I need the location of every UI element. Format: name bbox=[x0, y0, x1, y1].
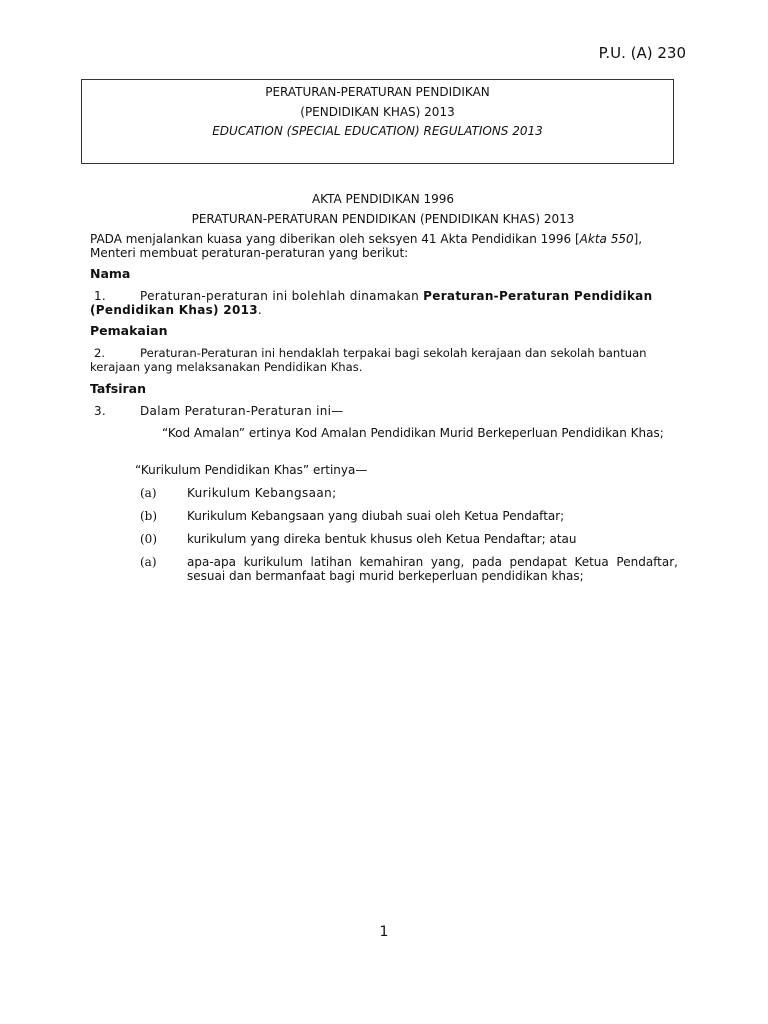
section-text: Peraturan-Peraturan ini hendaklah terpakai bagi sekolah kerajaan dan sekolah bantuan kerajaan yang melaksanakan Pendidikan Khas. bbox=[90, 346, 647, 374]
item-label: (b) bbox=[140, 509, 158, 523]
item-text: kurikulum yang direka bentuk khusus oleh Ketua Pendaftar; atau bbox=[187, 532, 577, 546]
section-heading-nama: Nama bbox=[90, 266, 131, 281]
item-text: Kurikulum Kebangsaan yang diubah suai oleh Ketua Pendaftar; bbox=[187, 509, 565, 523]
section-number: 1. bbox=[94, 289, 107, 303]
item-label: (a) bbox=[140, 555, 157, 569]
regulation-title: PERATURAN-PERATURAN PENDIDIKAN (PENDIDIKAN KHAS) 2013 bbox=[191, 212, 575, 226]
section-2 bbox=[90, 346, 676, 374]
page-number: 1 bbox=[379, 924, 389, 940]
preamble bbox=[90, 232, 676, 260]
section-text: Peraturan-peraturan ini bolehlah dinamakan bbox=[140, 289, 424, 303]
list-item bbox=[140, 533, 678, 547]
section-heading-pemakaian: Pemakaian bbox=[90, 323, 168, 338]
item-label: (a) bbox=[140, 486, 157, 500]
definition-kod-amalan: “Kod Amalan” ertinya Kod Amalan Pendidikan Murid Berkeperluan Pendidikan Khas; bbox=[162, 426, 664, 440]
title-line-1: PERATURAN-PERATURAN PENDIDIKAN bbox=[265, 85, 490, 99]
regulation-name: Peraturan-Peraturan Pendidikan (Pendidikan Khas) 2013 bbox=[90, 289, 653, 317]
item-label: (0) bbox=[140, 532, 157, 546]
section-3 bbox=[90, 404, 676, 418]
preamble-text-end: ], Menteri membuat peraturan-peraturan yang berikut: bbox=[90, 232, 643, 260]
definition-kurikulum: “Kurikulum Pendidikan Khas” ertinya— bbox=[135, 463, 368, 477]
section-number: 2. bbox=[94, 346, 106, 360]
section-heading-tafsiran: Tafsiran bbox=[90, 381, 147, 396]
section-number: 3. bbox=[94, 404, 107, 418]
preamble-text: PADA menjalankan kuasa yang diberikan oleh seksyen 41 Akta Pendidikan 1996 [ bbox=[90, 232, 580, 246]
document-reference: P.U. (A) 230 bbox=[598, 44, 686, 62]
act-reference: Akta 550 bbox=[579, 232, 634, 246]
title-line-2: (PENDIDIKAN KHAS) 2013 bbox=[300, 105, 455, 119]
item-text: apa-apa kurikulum latihan kemahiran yang, pada pendapat Ketua Pendaftar, sesuai dan bermanfaat bagi murid berkeperluan pendidikan khas; bbox=[187, 555, 678, 583]
section-text: Dalam Peraturan-Peraturan ini— bbox=[140, 404, 344, 418]
title-box bbox=[81, 79, 674, 164]
title-line-english: EDUCATION (SPECIAL EDUCATION) REGULATIONS 2013 bbox=[212, 124, 543, 138]
item-text: Kurikulum Kebangsaan; bbox=[187, 486, 337, 500]
list-item bbox=[140, 510, 678, 524]
list-item bbox=[140, 556, 678, 583]
act-title: AKTA PENDIDIKAN 1996 bbox=[311, 192, 455, 206]
list-item bbox=[140, 487, 678, 501]
section-text-end: . bbox=[257, 303, 263, 317]
section-1 bbox=[90, 289, 676, 317]
